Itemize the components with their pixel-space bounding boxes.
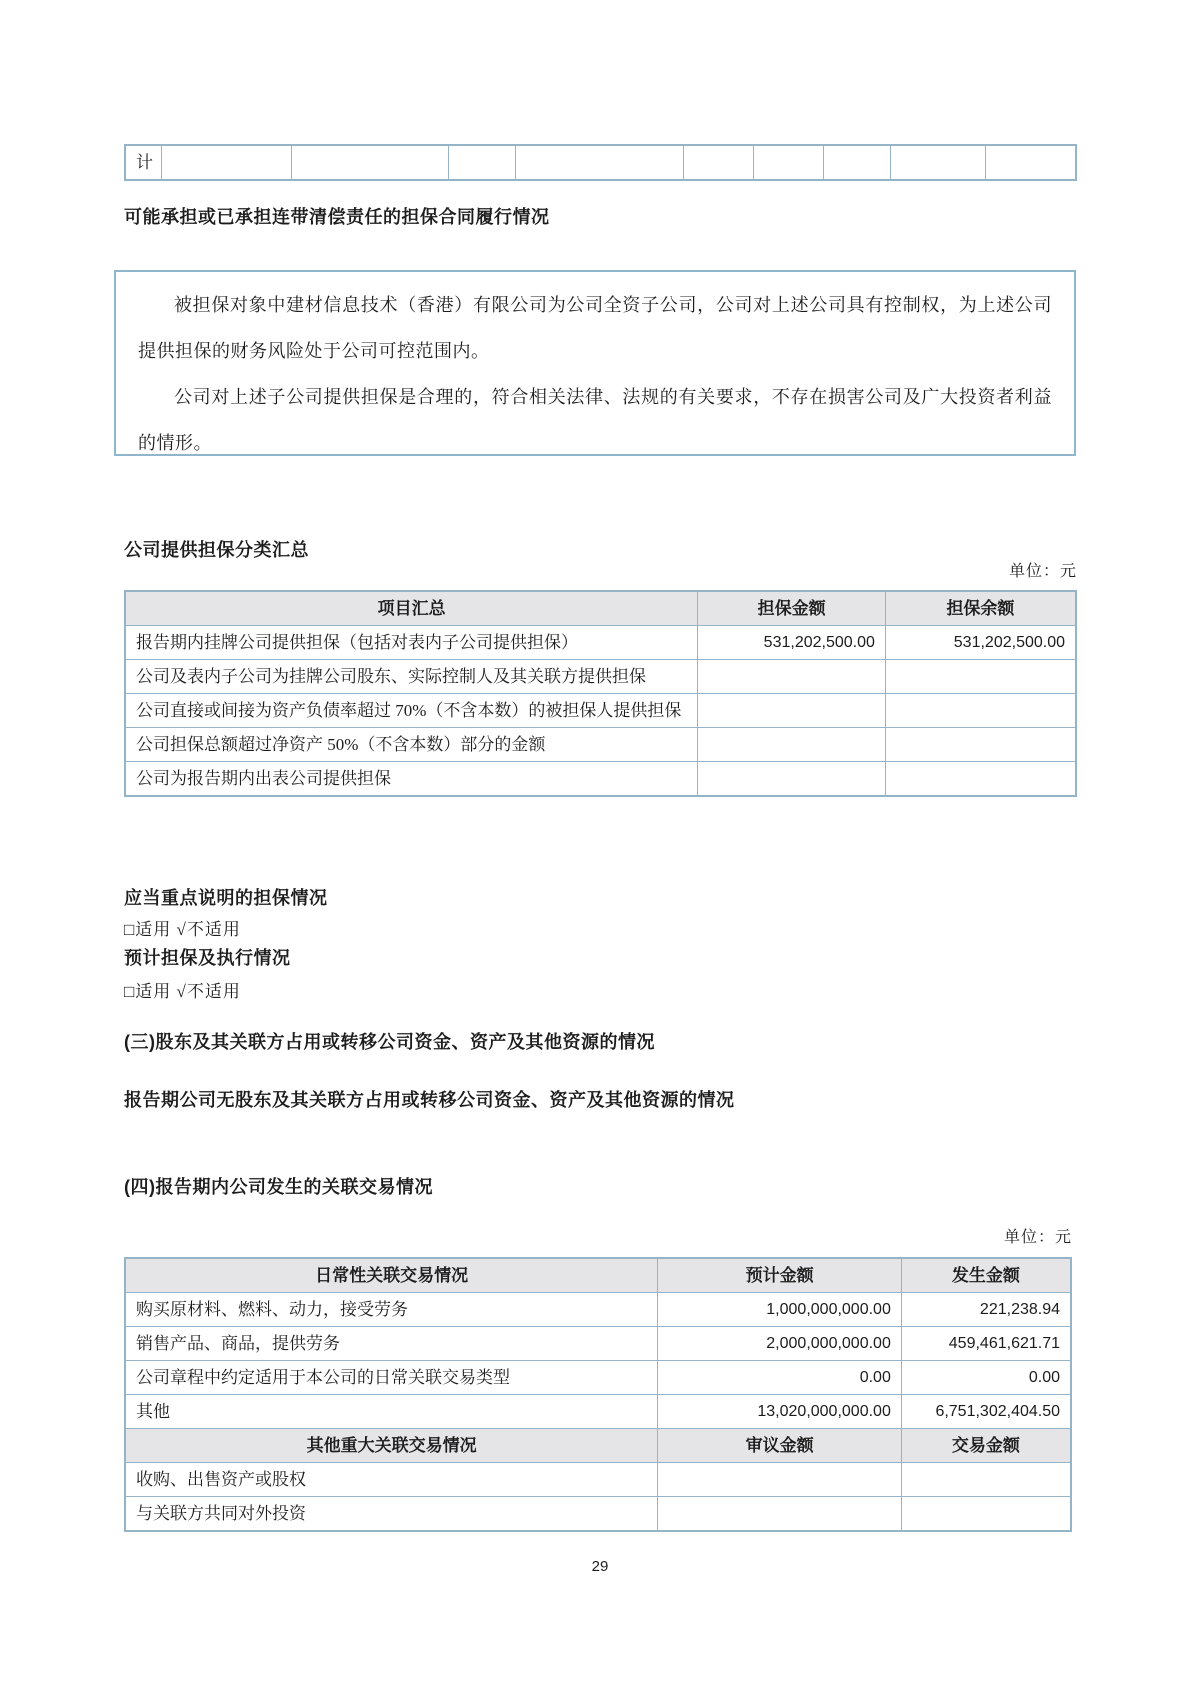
table-header-cell: 担保余额 <box>885 591 1076 626</box>
table-cell: 收购、出售资产或股权 <box>125 1463 658 1497</box>
table-cell: 公司及表内子公司为挂牌公司股东、实际控制人及其关联方提供担保 <box>125 660 698 694</box>
table-cell <box>684 145 754 180</box>
table-row <box>125 1497 1071 1532</box>
table-header-cell: 审议金额 <box>658 1429 901 1463</box>
table-cell: 其他 <box>125 1395 658 1429</box>
table-cell <box>890 145 985 180</box>
table-cell <box>754 145 824 180</box>
table-cell: 报告期内挂牌公司提供担保（包括对表内子公司提供担保） <box>125 626 698 660</box>
table-cell: 459,461,621.71 <box>901 1327 1071 1361</box>
unit-label: 单位：元 <box>1003 1229 1072 1246</box>
table-cell: 公司担保总额超过净资产 50%（不含本数）部分的金额 <box>125 728 698 762</box>
table-cell <box>698 694 886 728</box>
expected-guarantee-options: □适用 √不适用 <box>124 982 241 1001</box>
table-header-row <box>125 591 1076 626</box>
guarantee-explanation-box <box>114 270 1076 456</box>
table-cell <box>698 762 886 797</box>
table-header-row <box>125 1429 1071 1463</box>
guarantee-contract-heading: 可能承担或已承担连带清偿责任的担保合同履行情况 <box>124 207 550 227</box>
table-cell: 公司为报告期内出表公司提供担保 <box>125 762 698 797</box>
guarantee-explanation-paragraph: 公司对上述子公司提供担保是合理的，符合相关法律、法规的有关要求，不存在损害公司及广大投资者利益的情形。 <box>138 387 1052 453</box>
table <box>124 144 1077 181</box>
table-cell: 公司章程中约定适用于本公司的日常关联交易类型 <box>125 1361 658 1395</box>
unit-label: 单位：元 <box>1008 563 1077 580</box>
table-cell: 2,000,000,000.00 <box>658 1327 901 1361</box>
table-cell: 6,751,302,404.50 <box>901 1395 1071 1429</box>
table-row <box>125 145 1076 180</box>
guarantee-detail-table-fragment <box>124 144 1077 181</box>
table-cell <box>448 145 515 180</box>
table-cell: 计 <box>125 145 162 180</box>
table-row <box>125 728 1076 762</box>
table-cell: 公司直接或间接为资产负债率超过 70%（不含本数）的被担保人提供担保 <box>125 694 698 728</box>
table-cell: 购买原材料、燃料、动力，接受劳务 <box>125 1293 658 1327</box>
table-cell: 销售产品、商品，提供劳务 <box>125 1327 658 1361</box>
table-row <box>125 1327 1071 1361</box>
table-row <box>125 1293 1071 1327</box>
table-cell: 0.00 <box>901 1361 1071 1395</box>
important-guarantee-options: □适用 √不适用 <box>124 920 241 939</box>
table-cell <box>698 728 886 762</box>
table-header-row <box>125 1258 1071 1293</box>
section-four-heading: (四)报告期内公司发生的关联交易情况 <box>124 1177 433 1197</box>
table-cell: 531,202,500.00 <box>885 626 1076 660</box>
table-row <box>125 1395 1071 1429</box>
guarantee-summary-heading: 公司提供担保分类汇总 <box>124 540 309 560</box>
table-cell <box>162 145 292 180</box>
table-header-cell: 发生金额 <box>901 1258 1071 1293</box>
table-cell <box>658 1463 901 1497</box>
table-cell <box>885 660 1076 694</box>
table-cell <box>901 1497 1071 1532</box>
table-cell <box>515 145 684 180</box>
table-cell <box>292 145 449 180</box>
table-row <box>125 1361 1071 1395</box>
table-cell <box>885 694 1076 728</box>
table-cell <box>698 660 886 694</box>
table-cell: 13,020,000,000.00 <box>658 1395 901 1429</box>
related-transactions-table <box>124 1257 1072 1532</box>
table-header-cell: 交易金额 <box>901 1429 1071 1463</box>
table-cell <box>885 762 1076 797</box>
table-header-cell: 其他重大关联交易情况 <box>125 1429 658 1463</box>
table-row <box>125 1463 1071 1497</box>
guarantee-summary-table <box>124 590 1077 797</box>
page-number: 29 <box>591 1558 609 1575</box>
table-header-cell: 项目汇总 <box>125 591 698 626</box>
table-cell <box>901 1463 1071 1497</box>
table-header-cell: 日常性关联交易情况 <box>125 1258 658 1293</box>
table-cell <box>823 145 890 180</box>
important-guarantee-heading: 应当重点说明的担保情况 <box>124 888 328 908</box>
table-header-cell: 担保金额 <box>698 591 886 626</box>
table-cell: 与关联方共同对外投资 <box>125 1497 658 1532</box>
section-three-statement: 报告期公司无股东及其关联方占用或转移公司资金、资产及其他资源的情况 <box>124 1090 735 1110</box>
table-cell <box>985 145 1076 180</box>
table-cell: 531,202,500.00 <box>698 626 886 660</box>
table-row <box>125 626 1076 660</box>
table <box>124 590 1077 797</box>
table-header-cell: 预计金额 <box>658 1258 901 1293</box>
table-row <box>125 762 1076 797</box>
table-cell: 221,238.94 <box>901 1293 1071 1327</box>
table-cell <box>885 728 1076 762</box>
section-three-heading: (三)股东及其关联方占用或转移公司资金、资产及其他资源的情况 <box>124 1032 655 1052</box>
table-cell: 1,000,000,000.00 <box>658 1293 901 1327</box>
table-cell <box>658 1497 901 1532</box>
table-cell: 0.00 <box>658 1361 901 1395</box>
table-row <box>125 694 1076 728</box>
expected-guarantee-heading: 预计担保及执行情况 <box>124 948 291 968</box>
guarantee-explanation-paragraph: 被担保对象中建材信息技术（香港）有限公司为公司全资子公司，公司对上述公司具有控制权，为上述公司提供担保的财务风险处于公司可控范围内。 <box>138 295 1052 361</box>
table <box>124 1257 1072 1532</box>
table-row <box>125 660 1076 694</box>
